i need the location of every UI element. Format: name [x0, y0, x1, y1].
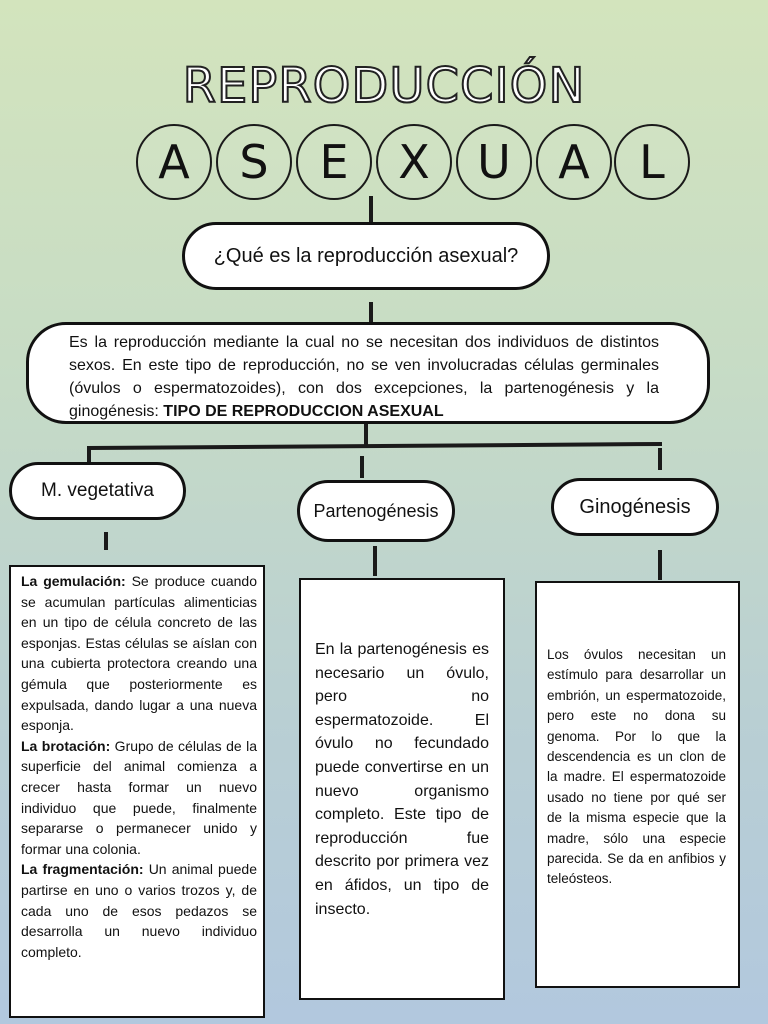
- type-label: Ginogénesis: [579, 495, 691, 518]
- detail-heading: La fragmentación:: [21, 861, 144, 878]
- connector-line: [658, 550, 662, 580]
- detail-paragraph: [21, 859, 257, 962]
- detail-text: Grupo de células de la superficie del animal comienza a crecer hasta formar un nuevo individuo que puede, finalmente separarse o permanecer unido y formar una colonia.: [21, 737, 257, 857]
- letter-circle: A: [536, 124, 612, 200]
- branch-line: [88, 442, 662, 450]
- detail-paragraph: [21, 736, 257, 860]
- connector-line: [104, 532, 108, 550]
- type-label: M. vegetativa: [41, 480, 154, 501]
- asexual-letters: [136, 124, 696, 202]
- connector-line: [658, 448, 662, 470]
- type-node-vegetativa: [9, 462, 186, 520]
- definition-bold: TIPO DE REPRODUCCION ASEXUAL: [163, 403, 444, 420]
- type-node-ginogenesis: [551, 478, 719, 536]
- letter-circle: E: [296, 124, 372, 200]
- definition-text: Es la reproducción mediante la cual no se necesitan dos individuos de distintos sexos. En este tipo de reproducción, no se ven involucradas células germinales (óvulos o espermatozoides), con dos excepciones, la partenogénesis y la ginogénesis:: [69, 334, 659, 420]
- letter-circle: A: [136, 124, 212, 200]
- type-label: Partenogénesis: [313, 500, 439, 521]
- detail-text: Se produce cuando se acumulan partículas alimenticias en un tipo de célula concreto de las esponjas. Estas células se aíslan con una cubierta protectora creando una gémula que posteriormente es expulsada, dando lugar a una nueva esponja.: [21, 573, 257, 734]
- detail-paragraph: [21, 571, 257, 736]
- letter-circle: X: [376, 124, 452, 200]
- connector-line: [369, 302, 373, 324]
- connector-line: [373, 546, 377, 576]
- detail-text: Un animal puede partirse en uno o varios trozos y, de cada uno de esos pedazos se desarrolla un nuevo individuo completo.: [21, 861, 257, 960]
- detail-heading: La gemulación:: [21, 573, 126, 589]
- letter-circle: L: [614, 124, 690, 200]
- question-node: [182, 222, 550, 290]
- connector-line: [87, 446, 91, 462]
- definition-node: [26, 322, 710, 424]
- vegetativa-detail-box: [9, 565, 265, 1018]
- letter-circle: U: [456, 124, 532, 200]
- title-reproduccion: REPRODUCCIÓN: [182, 58, 586, 114]
- type-node-partenogenesis: [297, 480, 455, 542]
- detail-text: Los óvulos necesitan un estímulo para desarrollar un embrión, un espermatozoide, pero este no dona su genoma. Por lo que la descendencia es un clon de la madre. El espermatozoide usado no tiene por qué ser de la misma especie que la madre, sólo una especie parecida. Se da en anfibios y teleósteos.: [547, 647, 726, 887]
- detail-heading: La brotación:: [21, 737, 111, 754]
- ginogenesis-detail-box: [535, 581, 740, 988]
- connector-line: [360, 456, 364, 478]
- connector-line: [369, 196, 373, 224]
- letter-circle: S: [216, 124, 292, 200]
- partenogenesis-detail-box: [299, 578, 505, 1000]
- question-text: ¿Qué es la reproducción asexual?: [213, 244, 519, 267]
- detail-text: En la partenogénesis es necesario un óvulo, pero no espermatozoide. El óvulo no fecundado puede convertirse en un nuevo organismo completo. Este tipo de reproducción fue descrito por primera vez en áfidos, un tipo de insecto.: [315, 641, 489, 918]
